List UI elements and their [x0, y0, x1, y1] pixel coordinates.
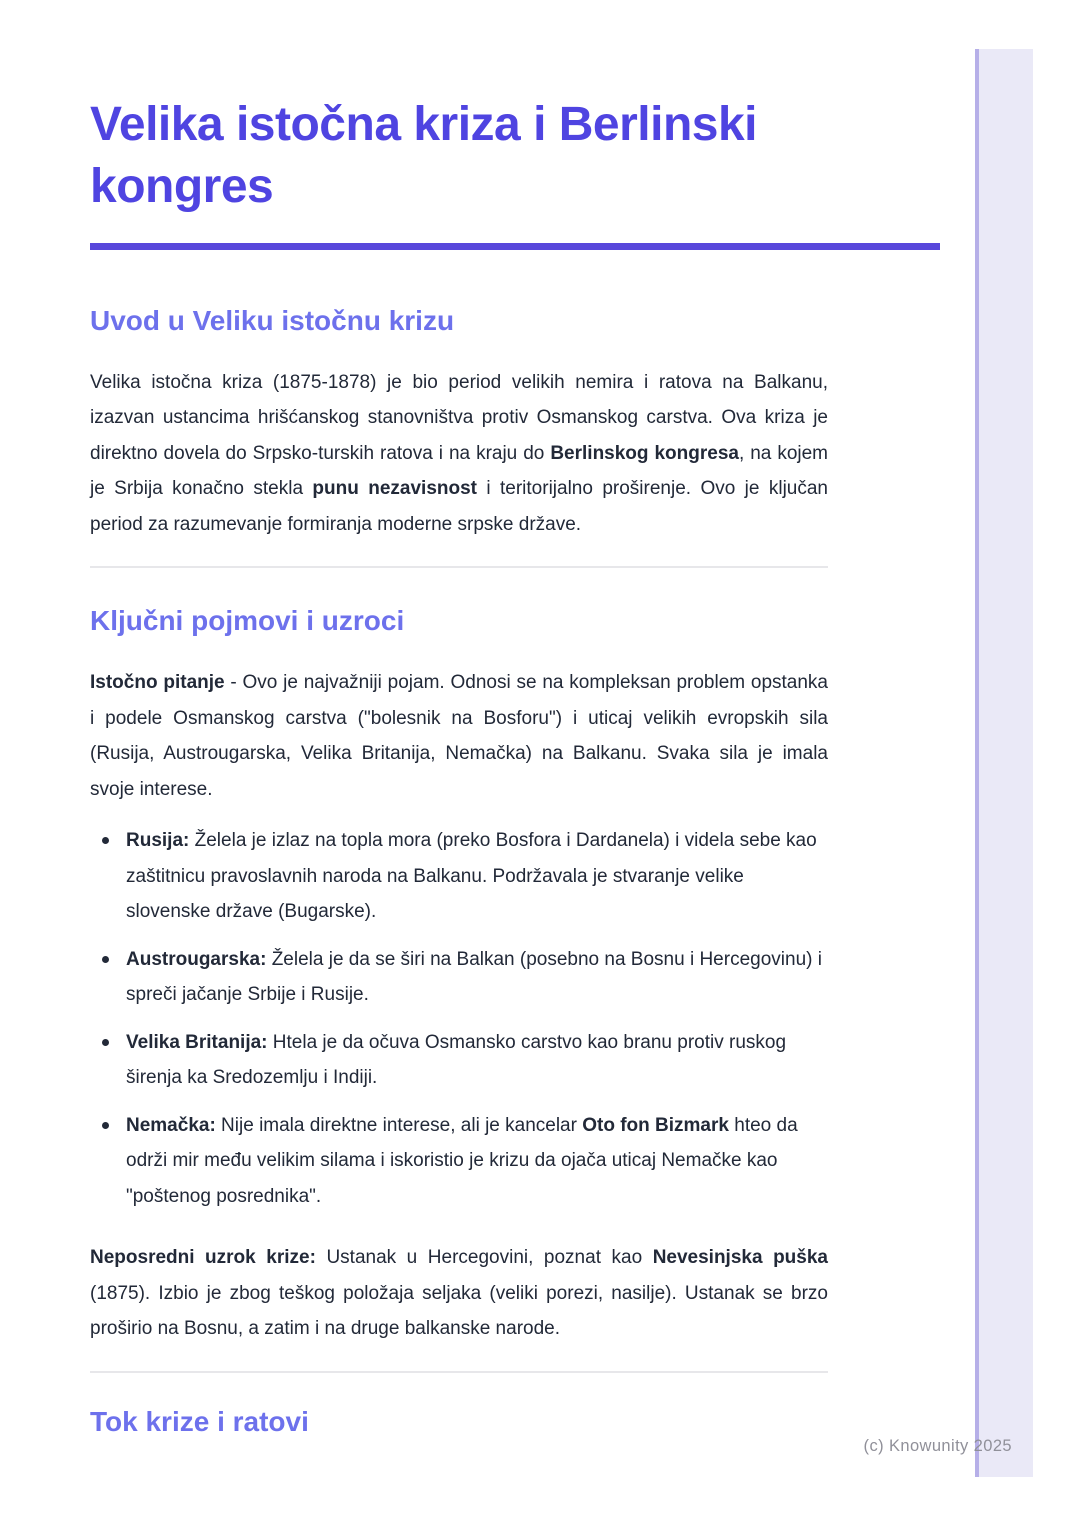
section-heading: Uvod u Veliku istočnu krizu	[90, 304, 455, 336]
right-margin-strip	[975, 49, 1033, 1477]
bullet-list	[90, 823, 828, 1214]
paragraph	[90, 1240, 828, 1347]
section-heading: Ključni pojmovi i uzroci	[90, 605, 405, 637]
text-run: (1875). Izbio je zbog teškog položaja seljaka (veliki porezi, nasilje). Ustanak se brzo proširio na Bosnu, a zatim i na druge balkanske narode.	[90, 1282, 828, 1340]
bold-text-run: Oto fon Bizmark	[582, 1114, 729, 1136]
text-run: Nije imala direktne interese, ali je kancelar	[215, 1114, 583, 1136]
bold-text-run: Velika Britanija:	[126, 1031, 268, 1053]
title-divider	[90, 243, 940, 250]
paragraph	[90, 665, 828, 807]
text-run: Želela je izlaz na topla mora (preko Bosfora i Dardanela) i videla sebe kao zaštitnicu pravoslavnih naroda na Balkanu. Podržavala je stvaranje velike slovenske države (Bugarske).	[126, 830, 817, 923]
bold-text-run: Nemačka:	[126, 1114, 216, 1136]
section-divider	[90, 566, 828, 568]
list-item	[90, 823, 828, 930]
page-title: Velika istočna kriza i Berlinski kongres	[90, 98, 758, 214]
footer-copyright: (c) Knowunity 2025	[863, 1437, 1012, 1455]
section-divider	[90, 1371, 828, 1373]
list-item	[90, 1025, 828, 1096]
text-run: Htela je da očuva Osmansko carstvo kao branu protiv ruskog širenja ka Sredozemlju i Indiji.	[126, 1031, 787, 1089]
text-run: hteo da održi mir među velikim silama i iskoristio je krizu da ojača uticaj Nemačke kao "poštenog posrednika".	[126, 1114, 798, 1207]
bold-text-run: Nevesinjska puška	[652, 1247, 828, 1269]
document-page	[90, 0, 828, 1439]
text-run: i teritorijalno proširenje. Ovo je ključan period za razumevanje formiranja moderne srpske države.	[90, 478, 829, 535]
list-item	[90, 942, 828, 1013]
bold-text-run: Berlinskog kongresa	[550, 442, 739, 464]
bold-text-run: Austrougarska:	[126, 948, 267, 970]
sections	[90, 304, 828, 1439]
text-run: - Ovo je najvažniji pojam. Odnosi se na kompleksan problem opstanka i podele Osmanskog carstva ("bolesnik na Bosforu") i uticaj velikih evropskih sila (Rusija, Austrougarska, Velika Britanija, Nemačka) na Balkanu. Svaka sila je imala svoje interese.	[90, 672, 828, 800]
text-run: Želela je da se širi na Balkan (posebno na Bosnu i Hercegovinu) i spreči jačanje Srbije i Rusije.	[126, 948, 822, 1006]
bold-text-run: punu nezavisnost	[312, 478, 477, 500]
text-run: Velika istočna kriza (1875-1878) je bio period velikih nemira i ratova na Balkanu, izazvan ustancima hrišćanskog stanovništva protiv Osmanskog carstva. Ova kriza je direktno dovela do Srpsko-turskih ratova i na kraju do	[90, 371, 828, 464]
list-item	[90, 1108, 828, 1215]
text-run: Ustanak u Hercegovini, poznat kao	[315, 1247, 653, 1269]
bold-text-run: Istočno pitanje	[90, 672, 225, 694]
paragraph	[90, 365, 828, 543]
section-heading: Tok krize i ratovi	[90, 1405, 309, 1437]
bold-text-run: Rusija:	[126, 830, 190, 852]
text-run: , na kojem je Srbija konačno stekla	[90, 442, 828, 500]
bold-text-run: Neposredni uzrok krize:	[90, 1247, 316, 1269]
